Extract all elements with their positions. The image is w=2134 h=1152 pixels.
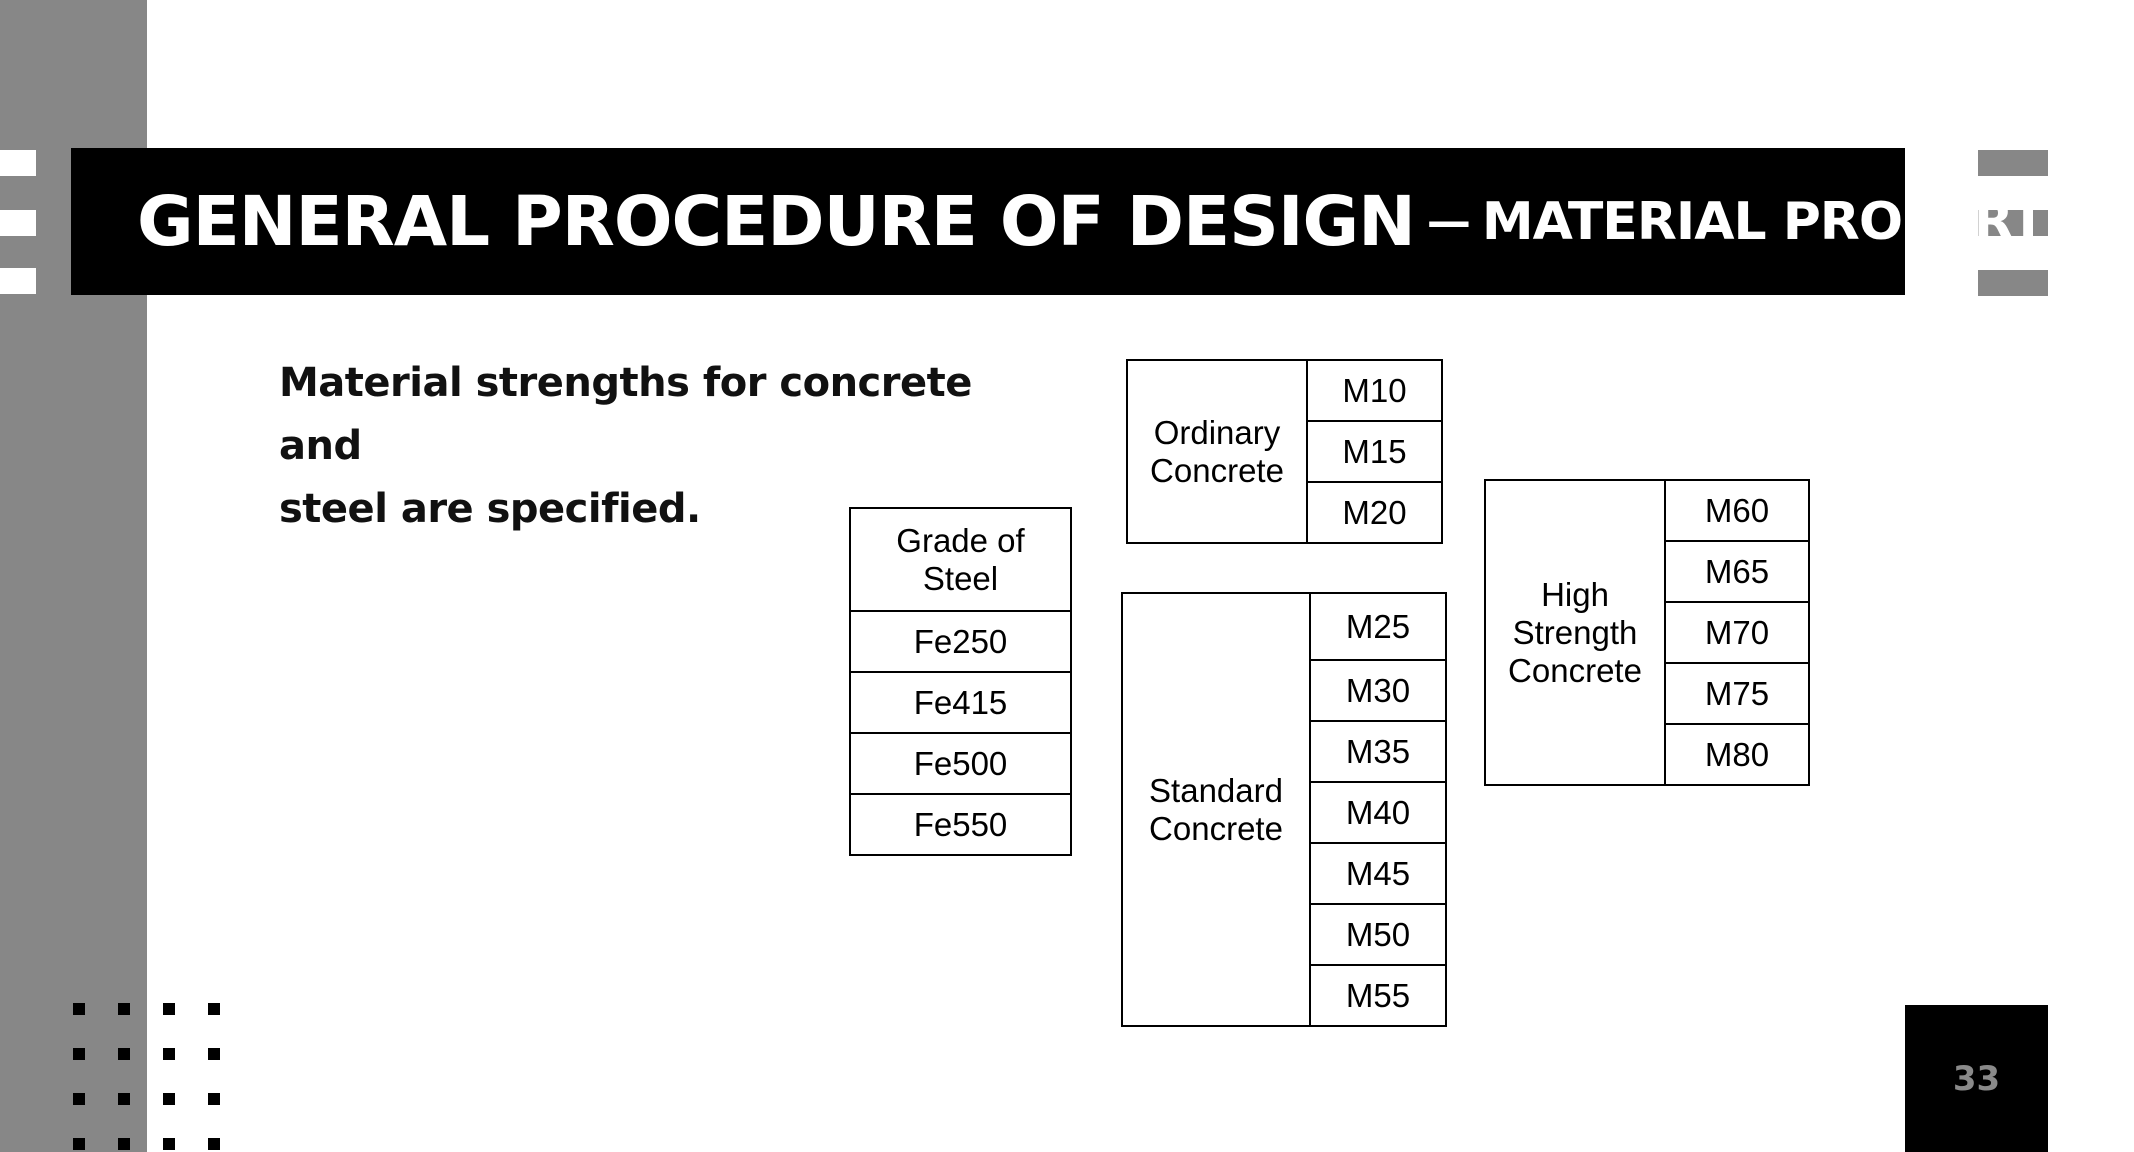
slide-title: GENERAL PROCEDURE OF DESIGN (137, 181, 1415, 262)
concrete-grade-cell: M70 (1665, 602, 1809, 663)
concrete-grade-cell: M50 (1310, 904, 1446, 965)
left-notch-1 (0, 150, 36, 176)
concrete-grade-cell: M30 (1310, 660, 1446, 721)
concrete-grade-cell: M55 (1310, 965, 1446, 1026)
title-separator: — (1426, 196, 1470, 247)
concrete-grade-cell: M20 (1307, 482, 1442, 543)
body-line-1: Material strengths for concrete and (279, 360, 972, 469)
concrete-grade-cell: M10 (1307, 360, 1442, 421)
steel-grade-table (849, 507, 1072, 856)
high-strength-concrete-label: High Strength Concrete (1485, 480, 1665, 785)
left-notch-3 (0, 268, 36, 294)
left-notch-2 (0, 210, 36, 236)
page-number: 33 (1952, 1058, 2001, 1099)
steel-grade-cell: Fe500 (850, 733, 1071, 794)
page-number-box (1905, 1005, 2048, 1152)
steel-grade-cell: Fe250 (850, 611, 1071, 672)
concrete-grade-cell: M15 (1307, 421, 1442, 482)
concrete-grade-cell: M45 (1310, 843, 1446, 904)
concrete-grade-cell: M35 (1310, 721, 1446, 782)
right-stripe-3 (1978, 270, 2048, 296)
concrete-grade-cell: M25 (1310, 593, 1446, 660)
concrete-grade-cell: M60 (1665, 480, 1809, 541)
steel-grade-cell: Fe550 (850, 794, 1071, 855)
concrete-grade-cell: M75 (1665, 663, 1809, 724)
ordinary-concrete-label: Ordinary Concrete (1127, 360, 1307, 543)
ordinary-concrete-table (1126, 359, 1443, 544)
decorative-dot-grid (73, 1003, 223, 1152)
standard-concrete-table (1121, 592, 1447, 1027)
standard-concrete-label: Standard Concrete (1122, 593, 1310, 1026)
concrete-grade-cell: M65 (1665, 541, 1809, 602)
body-line-2: steel are specified. (279, 486, 701, 532)
steel-table-header: Grade of Steel (850, 508, 1071, 611)
concrete-grade-cell: M80 (1665, 724, 1809, 785)
right-stripe-1 (1978, 150, 2048, 176)
steel-grade-cell: Fe415 (850, 672, 1071, 733)
title-band (71, 148, 2134, 295)
high-strength-concrete-table (1484, 479, 1810, 786)
concrete-grade-cell: M40 (1310, 782, 1446, 843)
slide-subtitle: MATERIAL PROPERTIES (1481, 191, 2134, 252)
